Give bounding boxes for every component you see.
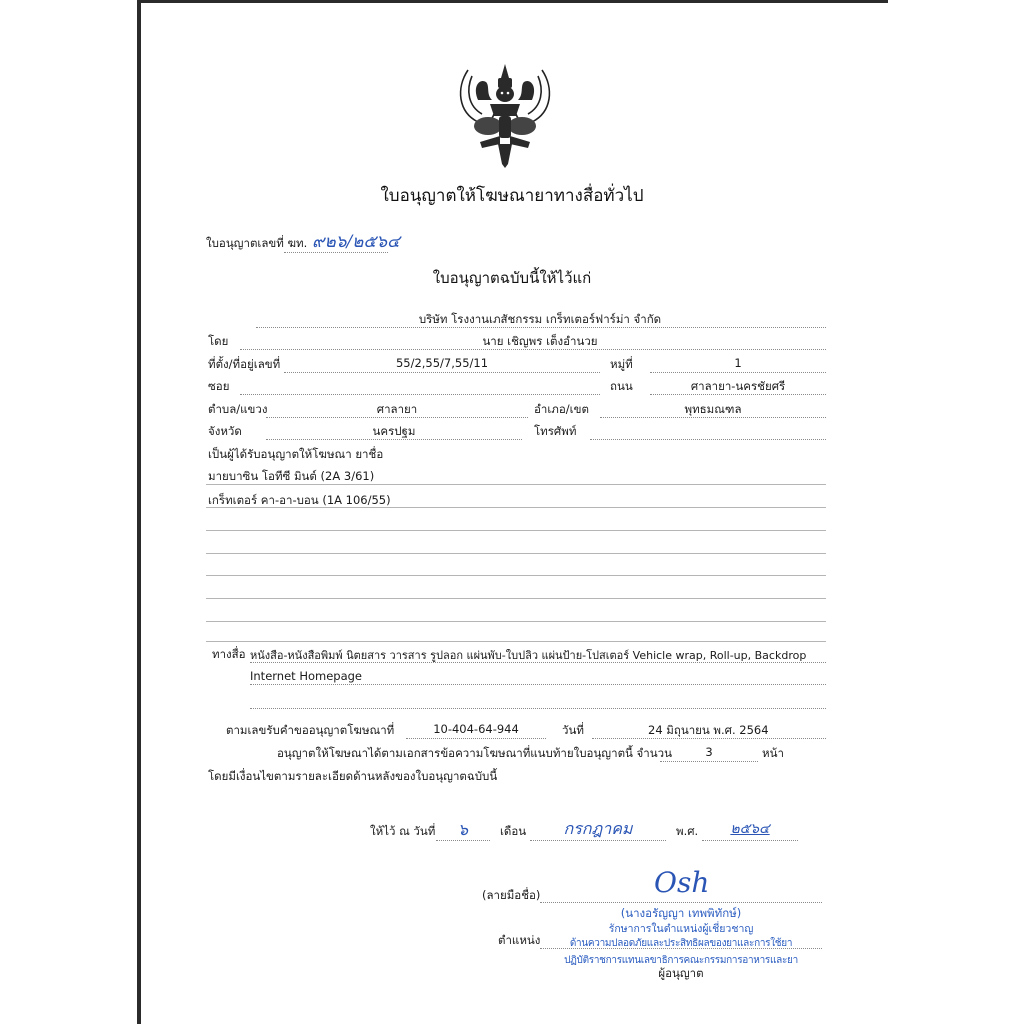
- media-line-2: Internet Homepage: [250, 669, 363, 683]
- media-line-1: หนังสือ-หนังสือพิมพ์ นิตยสาร วารสาร รูปลอก แผ่นพับ-ใบปลิว แผ่นป้าย-โปสเตอร์ Vehicle wrap, Roll-up, Backdrop: [250, 649, 807, 662]
- signature-mark: Osh: [654, 866, 710, 899]
- road-label: ถนน: [610, 379, 633, 393]
- media-underline-1: [250, 662, 826, 663]
- drug-line-6: [206, 598, 826, 599]
- drug-line-1: [206, 484, 826, 485]
- address-line: [284, 372, 600, 373]
- subdistrict-label: ตำบล/แขวง: [208, 402, 268, 416]
- stamp-line-1: รักษาการในตำแหน่งผู้เชี่ยวชาญ: [608, 923, 754, 935]
- drug-name-1: มายบาซิน โอทีซี มินต์ (2A 3/61): [208, 469, 375, 483]
- by-line: [240, 349, 826, 350]
- drug-line-5: [206, 575, 826, 576]
- drug-line-8: [206, 641, 826, 642]
- conditions-text: โดยมีเงื่อนไขตามรายละเอียดด้านหลังของใบอนุญาตฉบับนี้: [208, 769, 498, 783]
- by-value: นาย เชิญพร เต็งอำนวย: [482, 334, 598, 348]
- phone-line: [590, 439, 826, 440]
- position-label: ตำแหน่ง: [498, 933, 541, 947]
- media-label: ทางสื่อ: [212, 647, 246, 661]
- media-underline-3: [250, 708, 826, 709]
- soi-label: ซอย: [208, 379, 230, 393]
- address-label: ที่ตั้ง/ที่อยู่เลขที่: [208, 357, 281, 371]
- given-month-line: [530, 840, 666, 841]
- drug-intro: เป็นผู้ได้รับอนุญาตให้โฆษณา ยาชื่อ: [208, 447, 384, 461]
- phone-label: โทรศัพท์: [534, 424, 577, 438]
- page-top-border: [137, 0, 888, 3]
- signature-line: [540, 902, 822, 903]
- moo-line: [650, 372, 826, 373]
- given-day-line: [436, 840, 490, 841]
- stamp-line-2: ด้านความปลอดภัยและประสิทธิผลของยาและการใช้ยา: [569, 938, 793, 949]
- moo-value: 1: [734, 356, 742, 370]
- soi-line: [240, 394, 600, 395]
- pages-value: 3: [705, 745, 713, 759]
- permit-text: อนุญาตให้โฆษณาได้ตามเอกสารข้อความโฆษณาที่แนบท้ายใบอนุญาตนี้ จำนวน: [277, 746, 672, 760]
- garuda-emblem-icon: [450, 60, 560, 170]
- drug-line-2: [206, 507, 826, 508]
- given-day-value: ๖: [457, 820, 469, 839]
- subdistrict-line: [266, 417, 528, 418]
- given-day-label: ให้ไว้ ณ วันที่: [370, 824, 436, 838]
- company-line: [256, 327, 826, 328]
- media-underline-2: [250, 684, 826, 685]
- position-line: [540, 948, 822, 949]
- province-line: [266, 439, 522, 440]
- request-number-value: 10-404-64-944: [433, 722, 519, 736]
- request-date-line: [592, 738, 826, 739]
- district-value: พุทธมณฑล: [684, 402, 742, 416]
- drug-line-4: [206, 553, 826, 554]
- license-number-label: ใบอนุญาตเลขที่ ฆท.: [206, 236, 308, 250]
- district-label: อำเภอ/เขต: [534, 402, 589, 416]
- by-label: โดย: [208, 334, 229, 348]
- province-label: จังหวัด: [208, 424, 242, 438]
- subdistrict-value: ศาลายา: [376, 402, 418, 416]
- province-value: นครปฐม: [372, 424, 416, 438]
- district-line: [600, 417, 826, 418]
- license-number-value: ๙๒๖/๒๕๖๔: [312, 232, 400, 252]
- road-line: [650, 394, 826, 395]
- drug-line-3: [206, 530, 826, 531]
- drug-name-2: เกร็ทเตอร์ คา-อา-บอน (1A 106/55): [208, 493, 391, 507]
- request-number-line: [406, 738, 546, 739]
- pages-unit: หน้า: [762, 746, 784, 760]
- request-date-value: 24 มิถุนายน พ.ศ. 2564: [648, 723, 769, 737]
- signature-label: (ลายมือชื่อ): [482, 888, 541, 902]
- request-number-label: ตามเลขรับคำขออนุญาตโฆษณาที่: [226, 723, 395, 737]
- document-title: ใบอนุญาตให้โฆษณายาทางสื่อทั่วไป: [380, 186, 644, 206]
- page-left-border: [137, 0, 141, 1024]
- license-number-line: [284, 252, 388, 253]
- given-year-value: ๒๕๖๔: [730, 821, 770, 837]
- moo-label: หมู่ที่: [610, 357, 633, 371]
- given-year-label: พ.ศ.: [676, 824, 699, 838]
- issued-to-heading: ใบอนุญาตฉบับนี้ให้ไว้แก่: [432, 269, 592, 287]
- licensor-label: ผู้อนุญาต: [658, 966, 704, 980]
- pages-line: [660, 761, 758, 762]
- company-name: บริษัท โรงงานเภสัชกรรม เกร็ทเตอร์ฟาร์ม่า จำกัด: [418, 312, 662, 326]
- given-month-value: กรกฎาคม: [563, 819, 633, 838]
- road-value: ศาลายา-นครชัยศรี: [690, 379, 786, 393]
- request-date-label: วันที่: [562, 723, 584, 737]
- given-year-line: [702, 840, 798, 841]
- stamp-line-3: ปฏิบัติราชการแทนเลขาธิการคณะกรรมการอาหารและยา: [564, 955, 798, 966]
- address-value: 55/2,55/7,55/11: [395, 356, 489, 370]
- drug-line-7: [206, 621, 826, 622]
- given-month-label: เดือน: [500, 824, 527, 838]
- signer-name: (นางอรัญญา เทพพิทักษ์): [620, 906, 742, 920]
